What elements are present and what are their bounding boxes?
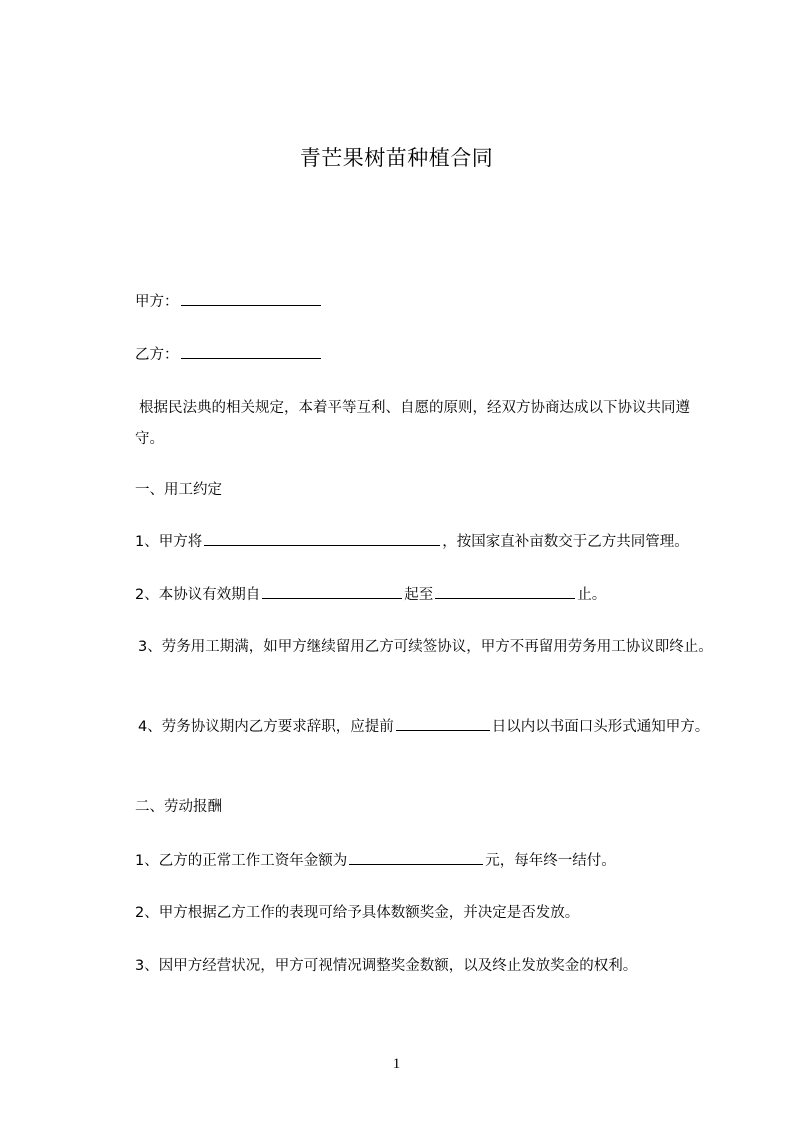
s2-item1-blank <box>349 850 483 865</box>
s2-item3: 3、因甲方经营状况，甲方可视情况调整奖金数额，以及终止发放奖金的权利。 <box>135 958 638 974</box>
s1-item2-post: 止。 <box>577 587 607 603</box>
s1-item4 <box>135 712 715 743</box>
s1-item1-post: ，按国家直补亩数交于乙方共同管理。 <box>442 534 689 550</box>
s1-item1-blank <box>204 531 440 546</box>
party-a-label: 甲方： <box>135 294 179 310</box>
intro-paragraph: 根据民法典的相关规定，本着平等互利、自愿的原则，经双方协商达成以下协议共同遵守。 <box>135 400 690 447</box>
s1-item4-blank <box>396 716 490 731</box>
s2-item1-pre: 1、乙方的正常工作工资年金额为 <box>135 853 348 869</box>
s1-item4-pre: 4、劳务协议期内乙方要求辞职，应提前 <box>138 719 394 735</box>
s1-item1-pre: 1、甲方将 <box>135 534 203 550</box>
s1-item4-post: 日以内以书面口头形式通知甲方。 <box>491 719 710 735</box>
party-b-line <box>135 344 323 365</box>
s2-item1 <box>135 850 616 871</box>
party-b-label: 乙方： <box>135 347 179 363</box>
s2-item2: 2、甲方根据乙方工作的表现可给予具体数额奖金，并决定是否发放。 <box>135 905 580 921</box>
section2-heading: 二、劳动报酬 <box>135 799 222 815</box>
s2-item1-post: 元，每年终一结付。 <box>485 853 616 869</box>
party-a-blank <box>181 291 321 306</box>
section1-heading: 一、用工约定 <box>135 482 222 498</box>
page-number: 1 <box>392 1056 401 1072</box>
party-b-blank <box>181 344 321 359</box>
s1-item1 <box>135 531 689 552</box>
contract-title: 青芒果树苗种植合同 <box>299 146 494 170</box>
party-a-line <box>135 291 323 312</box>
s1-item3: 3、劳务用工期满，如甲方继续留用乙方可续签协议，甲方不再留用劳务用工协议即终止。 <box>138 639 713 655</box>
s1-item2 <box>135 584 606 605</box>
s1-item2-blank-end <box>435 584 575 599</box>
s1-item2-blank-start <box>262 584 402 599</box>
s1-item2-mid: 起至 <box>404 587 434 603</box>
s1-item2-pre: 2、本协议有效期自 <box>135 587 261 603</box>
